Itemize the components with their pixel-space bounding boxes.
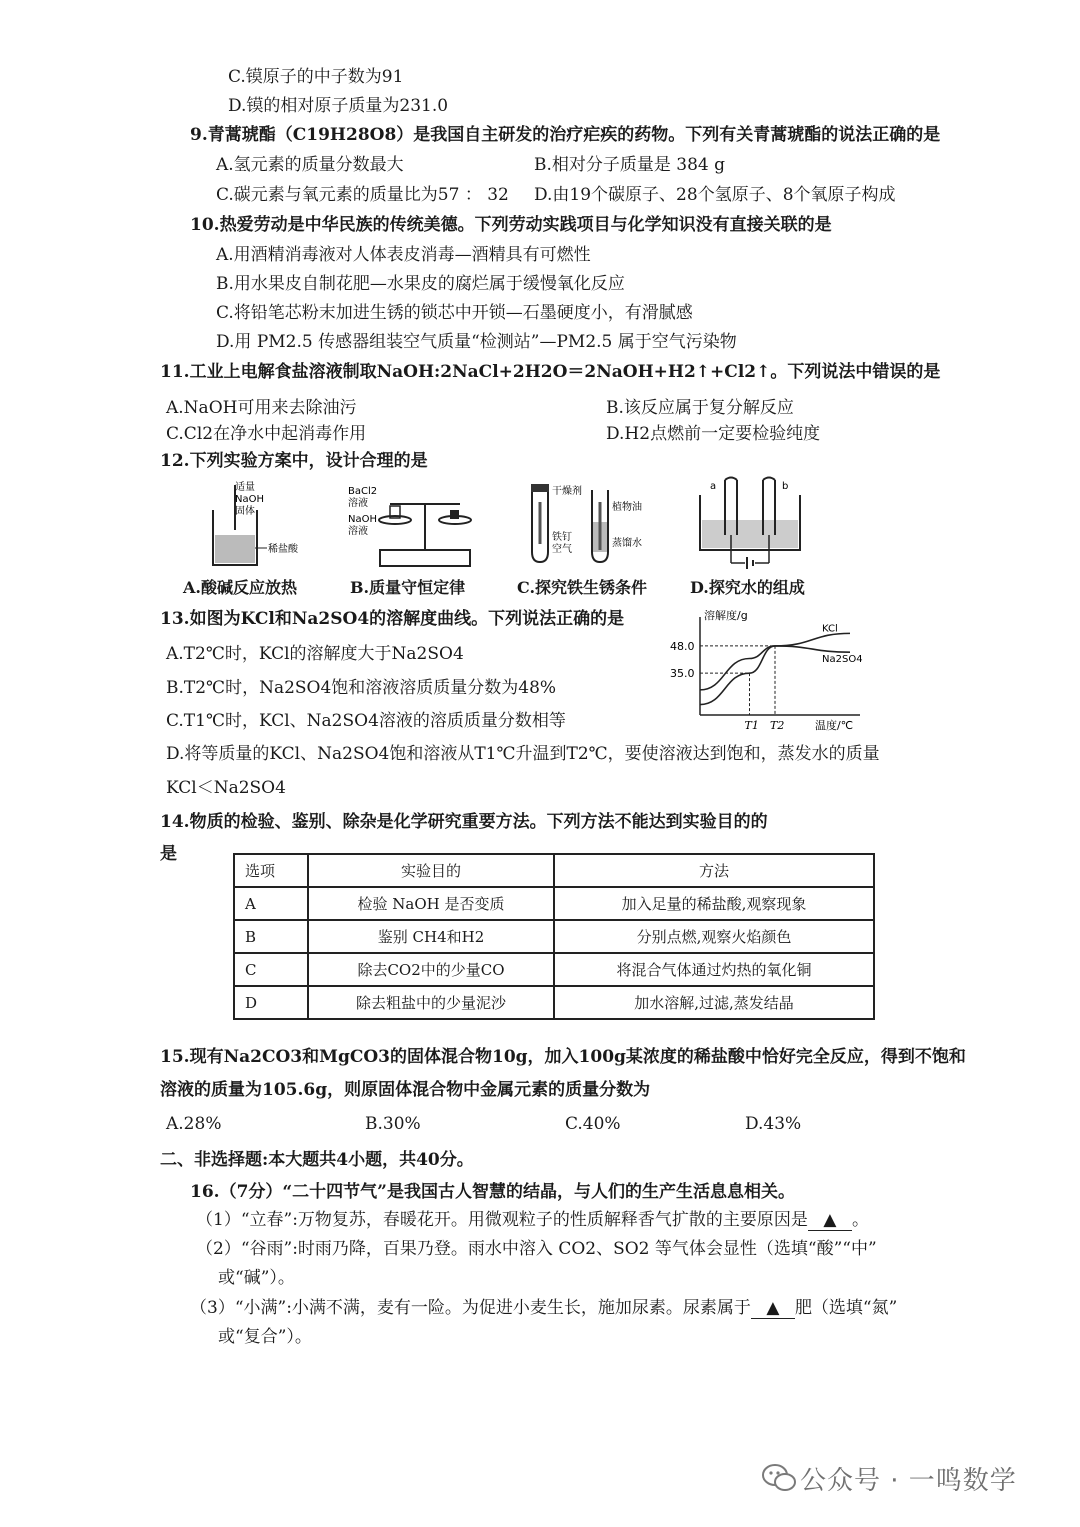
- fig-d-label-a: a: [710, 481, 717, 492]
- section-heading: 二、非选择题:本大题共4小题，共40分。: [160, 1150, 474, 1170]
- q10-option-a: A.用酒精消毒液对人体表皮消毒—酒精具有可燃性: [216, 245, 591, 265]
- q12-caption-a: A.酸碱反应放热: [183, 578, 297, 597]
- table-header-row: [234, 854, 874, 887]
- wechat-icon: [762, 1463, 796, 1493]
- q13-stem: 13.如图为KCl和Na2SO4的溶解度曲线。下列说法正确的是: [160, 609, 625, 629]
- q11-stem: 11.工业上电解食盐溶液制取NaOH:2NaCl+2H2O＝2NaOH+H2↑+Cl2↑。下列说法中错误的是: [160, 362, 941, 382]
- row-option: D: [234, 986, 308, 1019]
- q12-figure-b: [340, 482, 480, 577]
- q16-part3-choices: 肥（选填“氮”: [794, 1298, 898, 1318]
- q13-option-b: B.T2℃时，Na2SO4饱和溶液溶质质量分数为48%: [166, 678, 557, 698]
- q16-part1-end: 。: [851, 1210, 869, 1230]
- q12-figure-a: [205, 480, 315, 575]
- q10-option-c: C.将铅笔芯粉末加进生锈的锁芯中开锁—石墨硬度小，有滑腻感: [216, 303, 693, 323]
- q16-part2: [196, 1238, 877, 1260]
- q16-part1-text: （1）“立春”:万物复苏，春暖花开。用微观粒子的性质解释香气扩散的主要原因是: [196, 1210, 808, 1230]
- q15-option-d: D.43%: [745, 1114, 802, 1134]
- q13-option-d-line1: D.将等质量的KCl、Na2SO4饱和溶液从T1℃升温到T2℃，要使溶液达到饱和，蒸发水的质量: [166, 744, 880, 764]
- fig-b-label-3: 溶液: [348, 526, 368, 537]
- row-purpose: 除去粗盐中的少量泥沙: [308, 986, 554, 1019]
- q12-caption-b: B.质量守恒定律: [350, 578, 466, 597]
- q8-option-d: D.镆的相对原子质量为231.0: [228, 96, 449, 116]
- fig-c-label-1: 铁钉: [552, 532, 572, 543]
- fig-b-label-0: BaCl2: [348, 486, 378, 497]
- q12-caption-c: C.探究铁生锈条件: [517, 578, 648, 597]
- fig-d-label-b: b: [782, 481, 789, 492]
- q10-option-b: B.用水果皮自制花肥—水果皮的腐烂属于缓慢氧化反应: [216, 274, 625, 294]
- q11-option-c: C.Cl2在净水中起消毒作用: [166, 424, 367, 444]
- q9-option-d: D.由19个碳原子、28个氢原子、8个氧原子构成: [534, 185, 896, 205]
- y-tick-label: 35.0: [670, 667, 695, 681]
- fig-a-label-0: 适量: [235, 482, 255, 493]
- q16-part3-text: （3）“小满”:小满不满，麦有一险。为促进小麦生长，施加尿素。尿素属于: [190, 1298, 751, 1318]
- q16-part3: [190, 1297, 897, 1319]
- table-row: [234, 986, 874, 1019]
- q14-table: [233, 853, 875, 1020]
- q16-part2-choices: 性（选填“酸”“中”: [739, 1239, 877, 1259]
- q9-stem: 9.青蒿琥酯（C19H28O8）是我国自主研发的治疗疟疾的药物。下列有关青蒿琥酯的说法正确的是: [190, 125, 941, 145]
- fig-b-label-1: 溶液: [348, 498, 368, 509]
- q11-option-a: A.NaOH可用来去除油污: [166, 398, 357, 418]
- fig-a-side-label: 稀盐酸: [268, 544, 298, 555]
- row-option: B: [234, 920, 308, 953]
- row-method: 加入足量的稀盐酸,观察现象: [554, 887, 874, 920]
- q16-stem: 16.（7分）“二十四节气”是我国古人智慧的结晶，与人们的生产生活息息相关。: [190, 1182, 795, 1202]
- watermark-text: 公众号 · 一鸣数学: [800, 1466, 1017, 1496]
- q11-option-b: B.该反应属于复分解反应: [606, 398, 794, 418]
- header-purpose: 实验目的: [308, 854, 554, 887]
- series-label-0: KCl: [822, 623, 838, 635]
- y-axis-label: 溶解度/g: [704, 610, 748, 622]
- fig-c-label-0: 干燥剂: [552, 486, 582, 497]
- fig-a-label-2: 固体: [235, 506, 255, 517]
- table-row: [234, 953, 874, 986]
- x-tick-label: T2: [770, 719, 785, 732]
- answer-blank-3[interactable]: ▲: [751, 1298, 795, 1319]
- header-method: 方法: [554, 854, 874, 887]
- row-method: 加水溶解,过滤,蒸发结晶: [554, 986, 874, 1019]
- solubility-chart: [660, 610, 880, 738]
- row-option: A: [234, 887, 308, 920]
- q15-option-a: A.28%: [166, 1114, 222, 1134]
- q9-option-b: B.相对分子质量是 384 g: [534, 155, 726, 175]
- q15-option-c: C.40%: [565, 1114, 621, 1134]
- fig-c-label-3: 植物油: [612, 502, 642, 513]
- row-purpose: 鉴别 CH4和H2: [308, 920, 554, 953]
- y-tick-label: 48.0: [670, 639, 695, 653]
- q14-stem-line2: 是: [160, 844, 177, 864]
- q12-figure-c: [520, 482, 660, 577]
- header-option: 选项: [234, 854, 308, 887]
- q9-option-c: C.碳元素与氧元素的质量比为57 ： 32: [216, 185, 509, 205]
- row-method: 将混合气体通过灼热的氧化铜: [554, 953, 874, 986]
- q12-stem: 12.下列实验方案中，设计合理的是: [160, 451, 428, 471]
- q8-option-c: C.镆原子的中子数为91: [228, 67, 404, 87]
- q14-stem-line1: 14.物质的检验、鉴别、除杂是化学研究重要方法。下列方法不能达到实验目的的: [160, 812, 768, 832]
- fig-a-label-1: NaOH: [235, 494, 264, 505]
- q13-option-a: A.T2℃时，KCl的溶解度大于Na2SO4: [166, 644, 464, 664]
- q13-option-d-line2: KCl＜Na2SO4: [166, 778, 286, 798]
- answer-blank-1[interactable]: ▲: [808, 1210, 852, 1231]
- q9-option-a: A.氢元素的质量分数最大: [216, 155, 404, 175]
- q16-part2-text: （2）“谷雨”:时雨乃降，百果乃登。雨水中溶入 CO2、SO2 等气体会显: [196, 1239, 740, 1259]
- row-purpose: 检验 NaOH 是否变质: [308, 887, 554, 920]
- q13-option-c: C.T1℃时，KCl、Na2SO4溶液的溶质质量分数相等: [166, 711, 566, 731]
- q12-figure-d: [690, 475, 810, 575]
- table-row: [234, 887, 874, 920]
- series-label-1: Na2SO4: [822, 654, 863, 666]
- row-purpose: 除去CO2中的少量CO: [308, 953, 554, 986]
- x-tick-label: T1: [744, 719, 759, 732]
- q10-option-d: D.用 PM2.5 传感器组装空气质量“检测站”—PM2.5 属于空气污染物: [216, 332, 737, 352]
- q16-part3-line2: 或“复合”）。: [218, 1327, 312, 1347]
- q12-caption-d: D.探究水的组成: [690, 578, 805, 597]
- fig-b-label-2: NaOH: [348, 514, 377, 525]
- q11-option-d: D.H2点燃前一定要检验纯度: [606, 424, 821, 444]
- table-row: [234, 920, 874, 953]
- fig-c-label-2: 空气: [552, 544, 572, 555]
- q15-option-b: B.30%: [365, 1114, 421, 1134]
- row-method: 分别点燃,观察火焰颜色: [554, 920, 874, 953]
- q15-stem-line1: 15.现有Na2CO3和MgCO3的固体混合物10g，加入100g某浓度的稀盐酸中恰好完全反应，得到不饱和: [160, 1047, 966, 1067]
- q16-part2-line2: 或“碱”）。: [218, 1268, 295, 1288]
- q16-part1: [196, 1209, 869, 1231]
- x-axis-label: 温度/℃: [815, 719, 854, 732]
- q10-stem: 10.热爱劳动是中华民族的传统美德。下列劳动实践项目与化学知识没有直接关联的是: [190, 215, 832, 235]
- q15-stem-line2: 溶液的质量为105.6g，则原固体混合物中金属元素的质量分数为: [160, 1080, 651, 1100]
- fig-c-label-4: 蒸馏水: [612, 538, 642, 549]
- row-option: C: [234, 953, 308, 986]
